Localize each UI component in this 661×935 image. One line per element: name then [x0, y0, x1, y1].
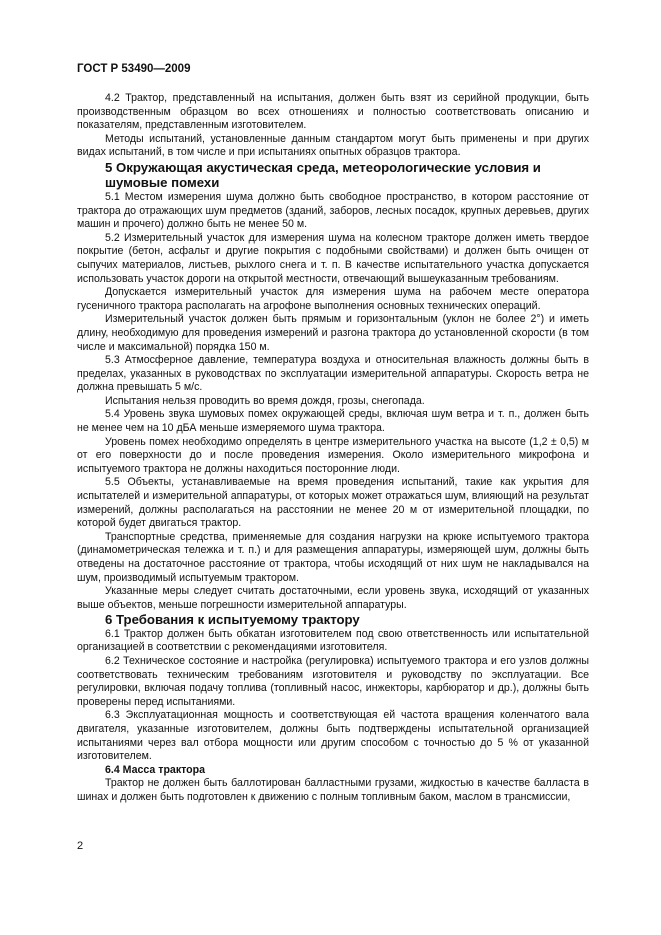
section-5-heading: 5 Окружающая акустическая среда, метеорологические условия и шумовые помехи — [105, 159, 541, 191]
page-number: 2 — [77, 840, 84, 852]
paragraph-5-3: 5.3 Атмосферное давление, температура воздуха и относительная влажность должны быть в пределах, указанных в руководствах по эксплуатации измерительной аппаратуры. Скорость ветра не должна превышать 5 м/с. — [77, 354, 589, 394]
paragraph-5-2-tracked: Допускается измерительный участок для измерения шума на рабочем месте оператора гусеничного трактора располагать на агрофоне выполнения основных технических операций. — [77, 286, 589, 312]
section-6-heading: 6 Требования к испытуемому трактору — [105, 612, 360, 628]
paragraph-5-5-vehicles: Транспортные средства, применяемые для создания нагрузки на крюке испытуемого трактора (динамометрическая тележка и т. п.) и для размещения аппаратуры, измеряющей шум, должны быть отведены на достаточное расстояние от трактора, чтобы исходящий от них шум не накладывался на шум, производимый испытуемым трактором. — [77, 530, 589, 584]
paragraph-5-4-interference: Уровень помех необходимо определять в центре измерительного участка на высоте (1,2 ± 0,5) м от его поверхности до и после проведения измерения. Около измерительного микрофона и испытуемого трактора не должны находиться посторонние люди. — [77, 435, 589, 475]
paragraph-6-3: 6.3 Эксплуатационная мощность и соответствующая ей частота вращения коленчатого вала двигателя, указанные изготовителем, должны быть подтверждены испытательной организацией испытаниями через вал отбора мощности или другим способом с точностью до 5 % от указанной изготовителем. — [77, 709, 589, 763]
standard-header: ГОСТ Р 53490—2009 — [77, 63, 191, 75]
paragraph-5-2: 5.2 Измерительный участок для измерения шума на колесном тракторе должен иметь твердое покрытие (бетон, асфальт и другие покрытия с подобными свойствами) и должен быть очищен от сыпучих материалов, листьев, рыхлого снега и т. п. В качестве испытательного участка допускается использовать участок дороги на открытой местности, отвечающий вышеуказанным требованиям. — [77, 231, 589, 285]
paragraph-6-4: Трактор не должен быть баллотирован балластными грузами, жидкостью в качестве балласта в шинах и должен быть подготовлен к движению с полным топливным баком, маслом в трансмиссии, — [77, 777, 589, 803]
paragraph-6-1: 6.1 Трактор должен быть обкатан изготовителем под свою ответственность или испытательной организацией в соответствии с рекомендациями изготовителя. — [77, 627, 589, 654]
paragraph-5-5-sufficient: Указанные меры следует считать достаточными, если уровень звука, исходящий от указанных выше объектов, меньше погрешности измерительной аппаратуры. — [77, 585, 589, 611]
paragraph-6-2: 6.2 Техническое состояние и настройка (регулировка) испытуемого трактора и его узлов должны соответствовать техническим требованиям изготовителя и руководству по эксплуатации. Все регулировки, включая подачу топлива (топливный насос, инжекторы, карбюратор и др.), должны быть проверены перед испытаниями. — [77, 655, 589, 708]
subsection-6-4-heading: 6.4 Масса трактора — [105, 763, 205, 776]
paragraph-5-2-length: Измерительный участок должен быть прямым и горизонтальным (уклон не более 2°) и иметь длину, необходимую для проведения измерений и разгона трактора до установленной скорости (в том числе и максимальной) порядка 150 м. — [77, 313, 589, 353]
paragraph-5-3-weather: Испытания нельзя проводить во время дождя, грозы, снегопада. — [105, 394, 425, 407]
paragraph-4-2: 4.2 Трактор, представленный на испытания, должен быть взят из серийной продукции, быть производственным образцом во всех отношениях и полностью соответствовать описанию и показателям, представленным изготовителем. — [77, 92, 589, 132]
paragraph-5-4: 5.4 Уровень звука шумовых помех окружающей среды, включая шум ветра и т. п., должен быть не менее чем на 10 дБА меньше измеряемого шума трактора. — [77, 408, 589, 435]
paragraph-5-5: 5.5 Объекты, устанавливаемые на время проведения испытаний, такие как укрытия для испытателей и измерительной аппаратуры, от которых может отражаться шум, влияющий на результат измерений, должны располагаться на расстоянии не менее 20 м от измерительной площадки, по которой будет двигаться трактор. — [77, 476, 589, 530]
paragraph-5-1: 5.1 Местом измерения шума должно быть свободное пространство, в котором расстояние от трактора до отражающих шум предметов (зданий, заборов, лесных посадок, крупных деревьев, других машин и прочего) должно быть не менее 50 м. — [77, 190, 589, 231]
document-body — [77, 92, 589, 805]
paragraph-4-2-methods: Методы испытаний, установленные данным стандартом могут быть применены и при других видах испытаний, в том числе и при испытаниях опытных образцов трактора. — [77, 132, 589, 159]
